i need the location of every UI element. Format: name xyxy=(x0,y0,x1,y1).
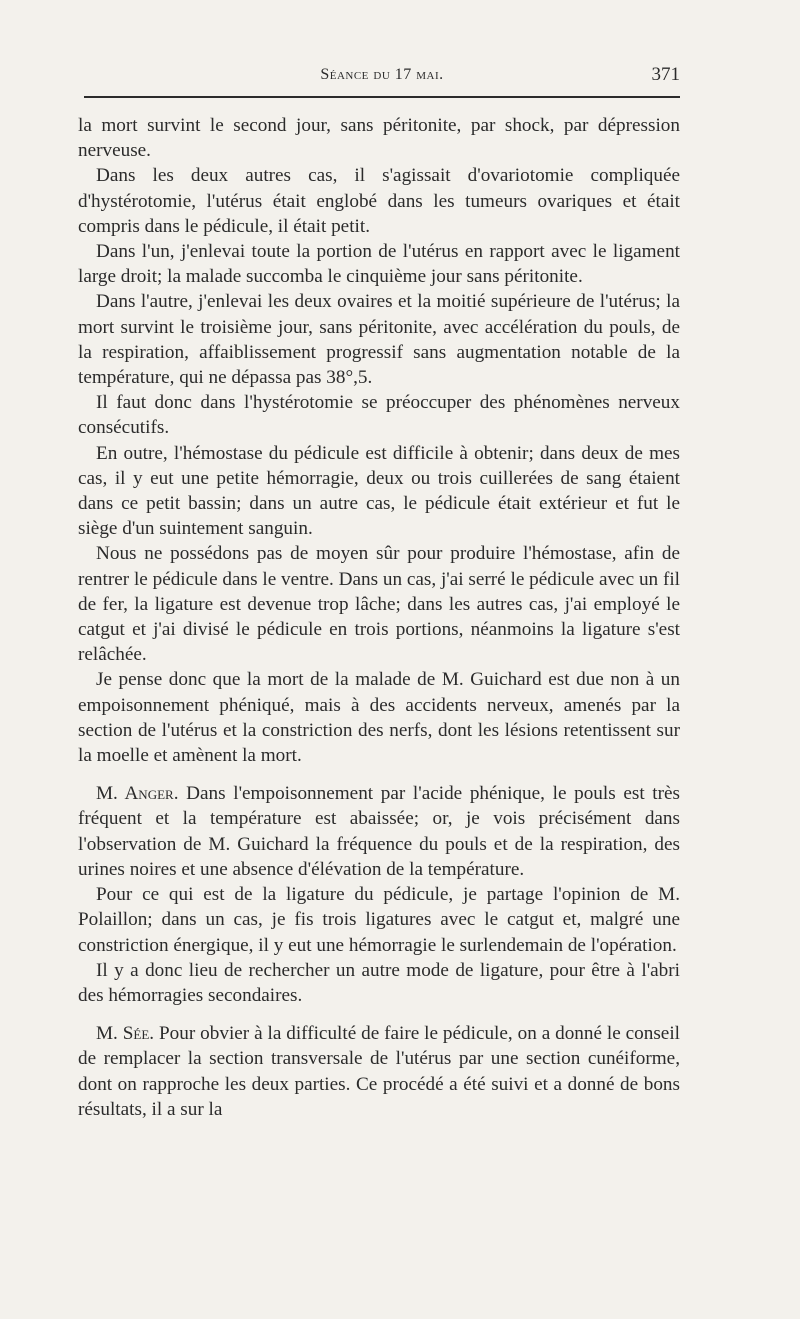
paragraph-text: Il y a donc lieu de rechercher un autre mode de ligature, pour être à l'abri des hémorragies secondaires. xyxy=(78,959,680,1006)
paragraph-text: En outre, l'hémostase du pédicule est difficile à obtenir; dans deux de mes cas, il y eut une petite hémorragie, deux ou trois cuillerées de sang étaient dans ce petit bassin; dans un autre cas, le pédicule était extérieur et fut le siège d'un suintement sanguin. xyxy=(78,442,680,540)
paragraph-text: Pour ce qui est de la ligature du pédicule, je partage l'opinion de M. Polaillon; dans un cas, je fis trois ligatures avec le catgut et, malgré une constriction énergique, il y eut une hémorragie le surlendemain de l'opération. xyxy=(78,884,680,956)
paragraph xyxy=(78,882,680,958)
paragraph-text: Dans les deux autres cas, il s'agissait d'ovariotomie compliquée d'hystérotomie, l'utérus était englobé dans les tumeurs ovariques et était compris dans le pédicule, il était petit. xyxy=(78,165,680,237)
header-rule xyxy=(84,96,680,98)
speaker-name: M. Anger. xyxy=(96,783,179,805)
paragraph xyxy=(78,289,680,390)
paragraph-text: Dans l'autre, j'enlevai les deux ovaires et la moitié supérieure de l'utérus; la mort survint le troisième jour, sans péritonite, avec accélération du pouls, de la respiration, affaiblissement progressif sans augmentation notable de la température, qui ne dépassa pas 38°,5. xyxy=(78,291,680,389)
paragraph-text: Nous ne possédons pas de moyen sûr pour produire l'hémostase, afin de rentrer le pédicule dans le ventre. Dans un cas, j'ai serré le pédicule avec un fil de fer, la ligature est devenue trop lâche; dans les autres cas, j'ai employé le catgut et j'ai divisé le pédicule en trois portions, néanmoins la ligature s'est relâchée. xyxy=(78,543,680,666)
paragraph xyxy=(78,667,680,768)
body-text xyxy=(78,113,680,1122)
paragraph-text: la mort survint le second jour, sans péritonite, par shock, par dépression nerveuse. xyxy=(78,115,680,162)
page-header xyxy=(84,64,680,88)
paragraph xyxy=(78,390,680,440)
paragraph xyxy=(78,113,680,163)
paragraph xyxy=(78,239,680,289)
paragraph xyxy=(78,541,680,667)
paragraph-text: Dans l'empoisonnement par l'acide phénique, le pouls est très fréquent et la température est abaissée; or, je vois précisément dans l'observation de M. Guichard la fréquence du pouls et de la respiration, des urines noires et une absence d'élévation de la température. xyxy=(78,783,681,880)
running-head xyxy=(84,66,680,84)
paragraph xyxy=(78,958,680,1008)
paragraph-text: Il faut donc dans l'hystérotomie se préoccuper des phénomènes nerveux consécutifs. xyxy=(78,392,680,439)
page-number: 371 xyxy=(651,64,680,85)
paragraph xyxy=(78,163,680,239)
paragraph-speaker-see xyxy=(78,1021,680,1122)
paragraph xyxy=(78,441,680,542)
paragraph-text: Je pense donc que la mort de la malade de M. Guichard est due non à un empoisonnement phéniqué, mais à des accidents nerveux, amenés par la section de l'utérus et la constriction des nerfs, dont les lésions retentissent sur la moelle et amènent la mort. xyxy=(78,669,680,767)
running-head-text: Séance du 17 mai. xyxy=(320,66,444,83)
paragraph-text: Pour obvier à la difficulté de faire le pédicule, on a donné le conseil de remplacer la section transversale de l'utérus par une section cunéiforme, dont on rapproche les deux parties. Ce procédé a été suivi et a donné de bons résultats, il a sur la xyxy=(78,1023,680,1120)
paragraph-speaker-anger xyxy=(78,781,680,882)
speaker-name: M. Sée. xyxy=(96,1023,155,1045)
paragraph-text: Dans l'un, j'enlevai toute la portion de l'utérus en rapport avec le ligament large droit; la malade succomba le cinquième jour sans péritonite. xyxy=(78,241,680,288)
